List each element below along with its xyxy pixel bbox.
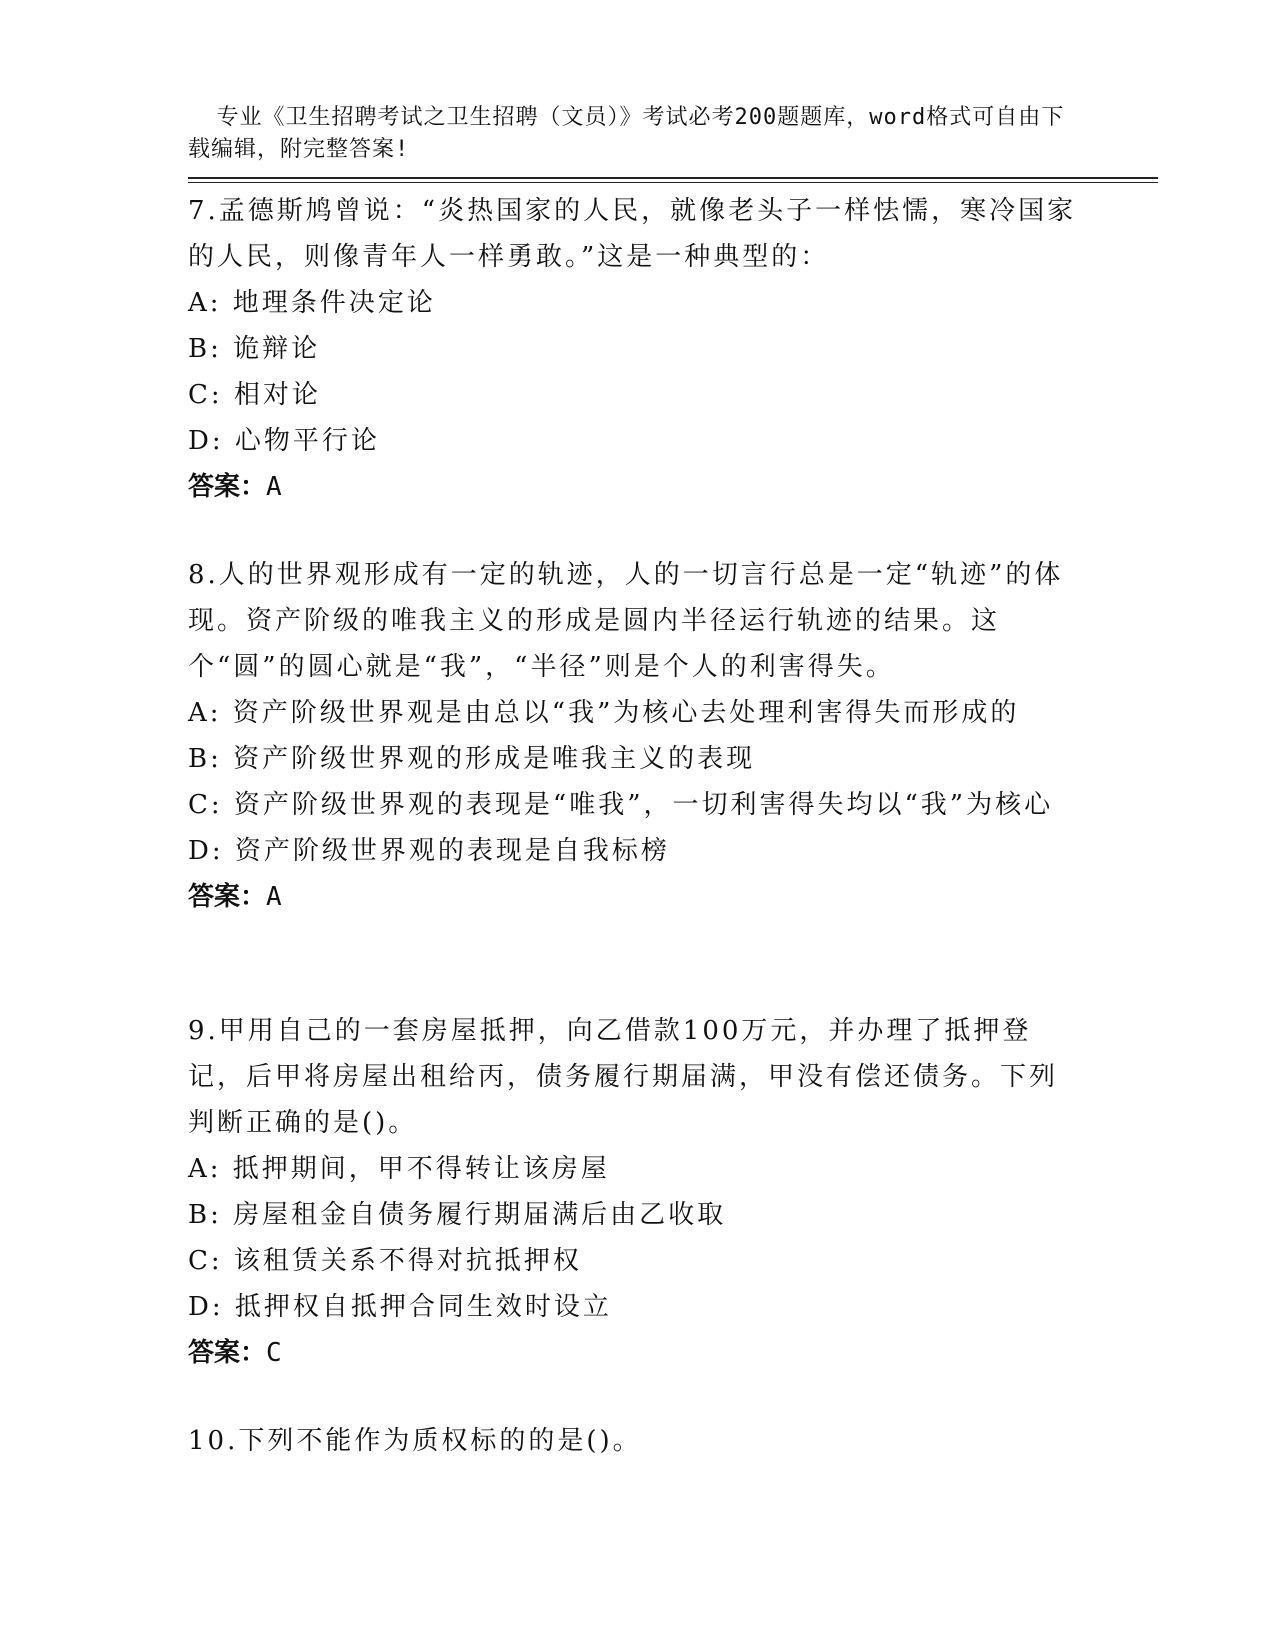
option-c: C: 相对论 [188, 380, 321, 410]
option-a: A: 地理条件决定论 [188, 288, 436, 318]
answer-label: 答案： [188, 1338, 267, 1368]
question-stem: 7.孟德斯鸠曾说：“炎热国家的人民，就像老头子一样怯懦，寒冷国家的人民，则像青年人一样勇敢。”这是一种典型的： [188, 196, 1077, 272]
document-header [188, 70, 1068, 166]
option-b: B: 房屋租金自债务履行期届满后由乙收取 [188, 1200, 727, 1230]
option-c: C: 该租赁关系不得对抗抵押权 [188, 1246, 582, 1276]
option-a: A: 资产阶级世界观是由总以“我”为核心去处理利害得失而形成的 [188, 698, 1020, 728]
question-stem: 9.甲用自己的一套房屋抵押，向乙借款100万元，并办理了抵押登记，后甲将房屋出租给丙，债务履行期届满，甲没有偿还债务。下列判断正确的是()。 [188, 1016, 1059, 1138]
option-d: D: 心物平行论 [188, 426, 380, 456]
question-stem: 10.下列不能作为质权标的的是()。 [188, 1426, 642, 1456]
header-divider [188, 177, 1158, 179]
answer-line [188, 1330, 1078, 1376]
option-b: B: 资产阶级世界观的形成是唯我主义的表现 [188, 744, 756, 774]
answer-line [188, 464, 1078, 510]
option-d: D: 抵押权自抵押合同生效时设立 [188, 1292, 612, 1322]
question-9 [188, 1008, 1078, 1376]
question-stem: 8.人的世界观形成有一定的轨迹，人的一切言行总是一定“轨迹”的体现。资产阶级的唯我主义的形成是圆内半径运行轨迹的结果。这个“圆”的圆心就是“我”，“半径”则是个人的利害得失。 [188, 560, 1064, 682]
option-a: A: 抵押期间，甲不得转让该房屋 [188, 1154, 610, 1184]
answer-value: A [266, 472, 282, 502]
answer-label: 答案： [188, 472, 267, 502]
answer-value: A [266, 882, 282, 912]
option-b: B: 诡辩论 [188, 334, 321, 364]
header-title: 专业《卫生招聘考试之卫生招聘（文员）》考试必考200题题库，word格式可自由下载编辑，附完整答案! [188, 105, 1065, 162]
question-7 [188, 188, 1078, 510]
answer-label: 答案： [188, 882, 267, 912]
header-divider-thin [188, 182, 1158, 183]
question-10 [188, 1418, 1078, 1464]
answer-line [188, 874, 1078, 920]
answer-value: C [266, 1338, 282, 1368]
option-c: C: 资产阶级世界观的表现是“唯我”，一切利害得失均以“我”为核心 [188, 790, 1054, 820]
option-d: D: 资产阶级世界观的表现是自我标榜 [188, 836, 670, 866]
question-8 [188, 552, 1078, 920]
